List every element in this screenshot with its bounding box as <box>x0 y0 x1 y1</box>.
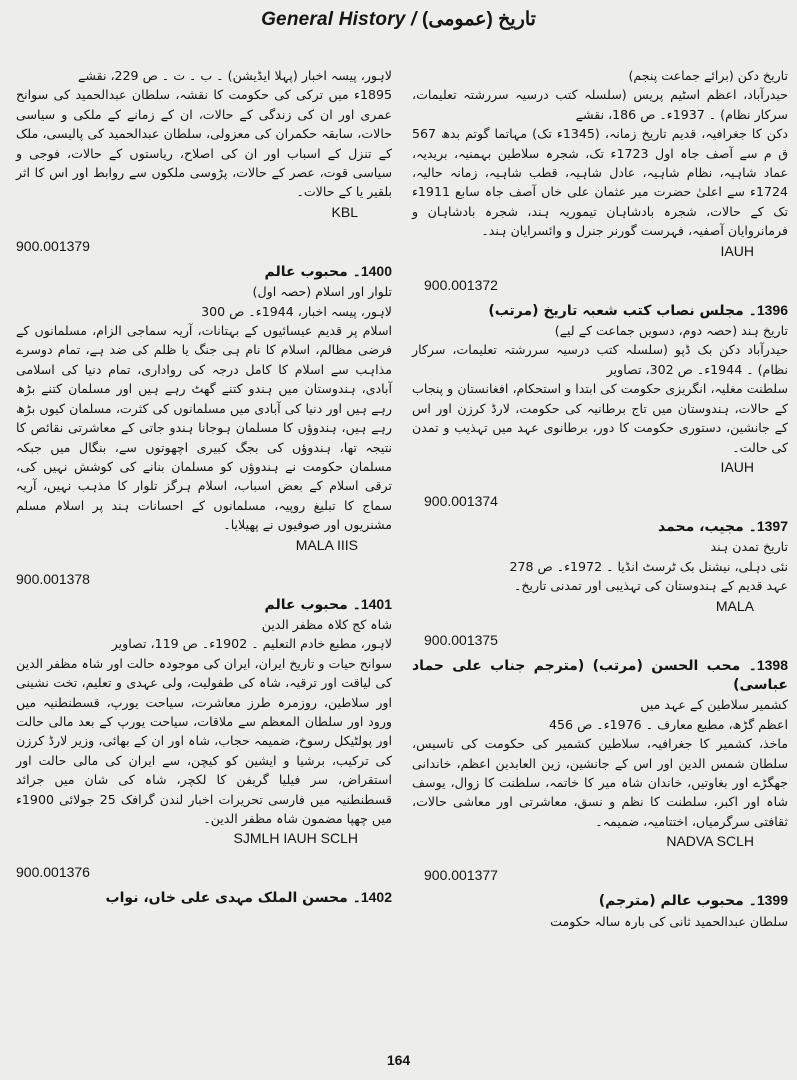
entry-1401 <box>16 595 392 829</box>
entry-heading <box>412 656 788 696</box>
library-codes: MALA IIIS <box>295 536 358 553</box>
entry-author: ۔ محب الحسن (مرتب) (مترجم جناب علی حماد عباسی) <box>412 657 788 693</box>
library-codes: IAUH <box>720 242 754 259</box>
entry-number: 1400 <box>360 262 392 279</box>
imprint-line: لاہور، مطبع خادم التعلیم ۔ 1902ء۔ ص 119، تصاویر <box>111 636 392 652</box>
entry-heading <box>412 301 788 321</box>
entry-author: ۔ محسن الملک مہدی علی خاں، نواب <box>105 890 361 907</box>
accession-number: 900.001372 <box>424 276 498 293</box>
entry-1397 <box>412 517 788 596</box>
entry-1399 <box>412 891 788 931</box>
entry-heading <box>412 517 788 537</box>
entry-book-title: تاریخ ہند (حصہ دوم، دسویں جماعت کے لیے) <box>554 323 788 339</box>
entry-author: ۔ محبوب عالم <box>264 596 361 613</box>
library-codes: KBL <box>331 203 358 220</box>
entry-1398 <box>412 656 788 832</box>
entry-number: 1402 <box>360 889 392 906</box>
right-column <box>412 66 788 931</box>
entry-book-title: سلطان عبدالحمید ثانی کی بارہ سالہ حکومت <box>550 913 788 929</box>
accession-number: 900.001379 <box>16 237 90 254</box>
contents-note: سلطنت مغلیہ، انگریزی حکومت کی ابتدا و استحکام، افغانستان و پنجاب کے حالات، ہندوستان میں تاج برطانیہ کی حکومت، لارڈ کرزن اور اس کے جانشین، دستوری حکومت کا دور، برطانوی عہد میں تہذیب و تمدن کی حالت۔ <box>412 381 788 455</box>
contents-note: دکن کا جغرافیہ، قدیم تاریخ زمانہ، (1345ء تک) مہاتما گوتم بدھ 567 ق م سے آصف جاہ اول 1723ء تک، شجرہ سلاطین بہمنیہ، بریدیہ، عماد شاہیہ، نظام شاہیہ، عادل شاہیہ، قطب شاہیہ، زمانہ حالیہ، 1724ء سے اعلیٰ حضرت میر عثمان علی خاں آصف جاہ سابع 1911ء تک کے حالات، شجرہ بادشاہان تیموریہ ہند، شجرہ بادشاہان و فرمانروایان آصفیہ، فہرست گورنر جنرل و وائسرایان ہند۔ <box>412 126 789 239</box>
left-column <box>16 66 392 909</box>
entry-book-title: شاہ کج کلاہ مظفر الدین <box>261 616 392 632</box>
running-header <box>0 8 797 31</box>
library-codes: NADVA SCLH <box>666 833 754 850</box>
entry-heading <box>16 888 392 908</box>
entry-book-title: تاریخ دکن (برائے جماعت پنجم) <box>628 68 788 83</box>
entry-number: 1398 <box>756 656 788 673</box>
entry-author: ۔ محبوب عالم (مترجم) <box>598 893 757 910</box>
entry-author: ۔ مجیب، محمد <box>658 518 757 535</box>
entry-1400 <box>16 262 392 535</box>
entry-number: 1401 <box>360 595 392 612</box>
imprint-line: لاہور، پیسہ اخبار، 1944ء۔ ص 300 <box>201 303 392 319</box>
entry-heading <box>16 262 392 282</box>
imprint-line: حیدرآباد، اعظم اسٹیم پریس (سلسلہ کتب درسیہ سررشتہ تعلیمات، سرکار نظام) ۔ 1937ء۔ ص 186، نقشے <box>412 87 788 122</box>
entry-1395-continued <box>16 66 392 202</box>
entry-heading <box>16 595 392 615</box>
contents-note: سوانح حیات و تاریخ ایران، ایران کی موجودہ حالت اور شاہ مظفر الدین کی لیاقت اور ترقیہ، شاہ کی طفولیت، ولی عہدی و تعلیم، تخت نشینی اور سلاطین، روزمرہ طرز معاشرت، سیاحت یورپ، قسطنطنیہ میں ورود اور سلطان المعظم سے ملاقات، سیاحت یورپ کے بعد مالی حالت اور پولٹیکل رسوخ، ضمیمہ حجاب، شاہ اور ان کے بھائی، وزیر لارڈ کرزن کی ترکیب، برشیا و ایشین کو کیچن، سے ایران کی مالی حالت اور استقراض، سر فیلیا گریفن کا لکچر، شاہ کی شان میں جرائد قسطنطنیہ میں فارسی تحریرات اخبار لندن گرافک 25 جولائی 1900ء میں چھپا مضمون شاہ مظفر الدین۔ <box>16 655 393 826</box>
entry-book-title: تاریخ تمدن ہند <box>710 539 788 555</box>
contents-note: اسلام پر قدیم عیسائیوں کے بہتانات، آریہ سماجی الزام، مسلمانوں کے فرضی مظالم، اسلام کا نام ہی جنگ یا ظلم کی ضد ہے، تمام دوسرے مذاہب سے اسلام کا کامل درجہ کی رواداری، تمام دنیا کی اسلامی آبادی، ہندوستان میں ہندو کتنے گھٹ رہے ہیں اور مسلمان کتنے بڑھ رہے ہیں اور دنیا کی آبادی میں مسلمانوں کی کثرت، مسلمان کیوں بڑھ رہے ہیں، ہندوؤں کا مسلمان ہوجانا ہندو جاتی کے معاشرتی نقائص کا نتیجہ تھا، ہندوؤں کی بجگ کبیری اچھوتوں سے، بنگال میں جبکہ مسلمان حکومت نے ہندوؤں کو مسلمان بنانے کی کوشش نہیں کی، ترقی اسلام کے بعض اسباب، اسلام ہرگز تلوار کا مذہب نہیں، آریہ سماج کا تبلیغ روپیہ، مسلمانوں کے احسانات ہند پر اسلام مسلم مشنریوں اور صوفیوں نے پھیلایا۔ <box>16 323 392 533</box>
entry-book-title: کشمیر سلاطین کے عہد میں <box>640 697 788 713</box>
header-title-en: General History / <box>261 9 417 30</box>
library-codes: SJMLH IAUH SCLH <box>233 830 358 847</box>
entry-number: 1396 <box>756 301 788 318</box>
entry-1395-continued <box>412 66 788 241</box>
page-number: 164 <box>386 1052 411 1068</box>
accession-number: 900.001374 <box>424 492 498 509</box>
entry-number: 1399 <box>756 892 788 909</box>
accession-number: 900.001376 <box>16 864 90 881</box>
entry-author: ۔ مجلس نصاب کتب شعبہ تاریخ (مرتب) <box>488 302 757 319</box>
contents-note: 1895ء میں ترکی کی حکومت کا نقشہ، سلطان عبدالحمید کی سوانح عمری اور ان کی زندگی کے حالات، ان کے زمانے کے ملکی و سیاسی حالات، سابقہ حکمران کی معزولی، سلطان عبدالحمید کی پالیسی، ملک کے تنزل کے اسباب اور ان کی اصلاح، ریاستوں کے حالات، فوجی و سیاسی قوت، عصر کے حالات، پڑوسی ملکوں سے روابط اور اس کا اثر بلقیر یا کے حالات۔ <box>16 87 392 200</box>
accession-number: 900.001377 <box>424 867 498 884</box>
accession-number: 900.001375 <box>424 631 498 648</box>
entry-book-title: تلوار اور اسلام (حصہ اول) <box>252 284 392 300</box>
contents-note: عہد قدیم کے ہندوستان کی تہذیبی اور تمدنی تاریخ۔ <box>513 578 788 594</box>
library-codes: IAUH <box>720 458 754 475</box>
entry-number: 1397 <box>756 517 788 534</box>
library-codes: MALA <box>715 597 754 614</box>
accession-number: 900.001378 <box>16 570 90 587</box>
contents-note: ماخذ، کشمیر کا جغرافیہ، سلاطین کشمیر کی حکومت کی تاسیس، سلطان شمس الدین اور اس کے جانشین، زین العابدین اعظم، خاندانی جھگڑے اور بغاوتیں، خاندان شاہ میر کا خاتمہ، سلطنت کا زوال، یوسف شاہ اور اکبر، سلطنت کا نظم و نسق، معاشرتی اور معاشی حالات، ثقافتی سرگرمیاں، اختتامیہ، ضمیمہ۔ <box>412 736 788 829</box>
entry-heading <box>412 891 788 911</box>
imprint-line: لاہور، پیسہ اخبار (پہلا ایڈیشن) ۔ ب ۔ ت ۔ ص 229، نقشے <box>77 68 392 83</box>
imprint-line: نئی دہلی، نیشنل بک ٹرسٹ انڈیا ۔ 1972ء۔ ص 278 <box>509 558 788 574</box>
entry-1396 <box>412 301 788 457</box>
entry-author: ۔ محبوب عالم <box>264 263 361 280</box>
entry-1402 <box>16 888 392 908</box>
imprint-line: اعظم گڑھ، مطبع معارف ۔ 1976ء۔ ص 456 <box>549 716 788 732</box>
header-title-ur: تاریخ (عمومی) <box>422 9 536 30</box>
imprint-line: حیدرآباد دکن بک ڈپو (سلسلہ کتب درسیہ سررشتہ تعلیمات، سرکار نظام) ۔ 1944ء۔ ص 302، تصاویر <box>412 342 788 377</box>
